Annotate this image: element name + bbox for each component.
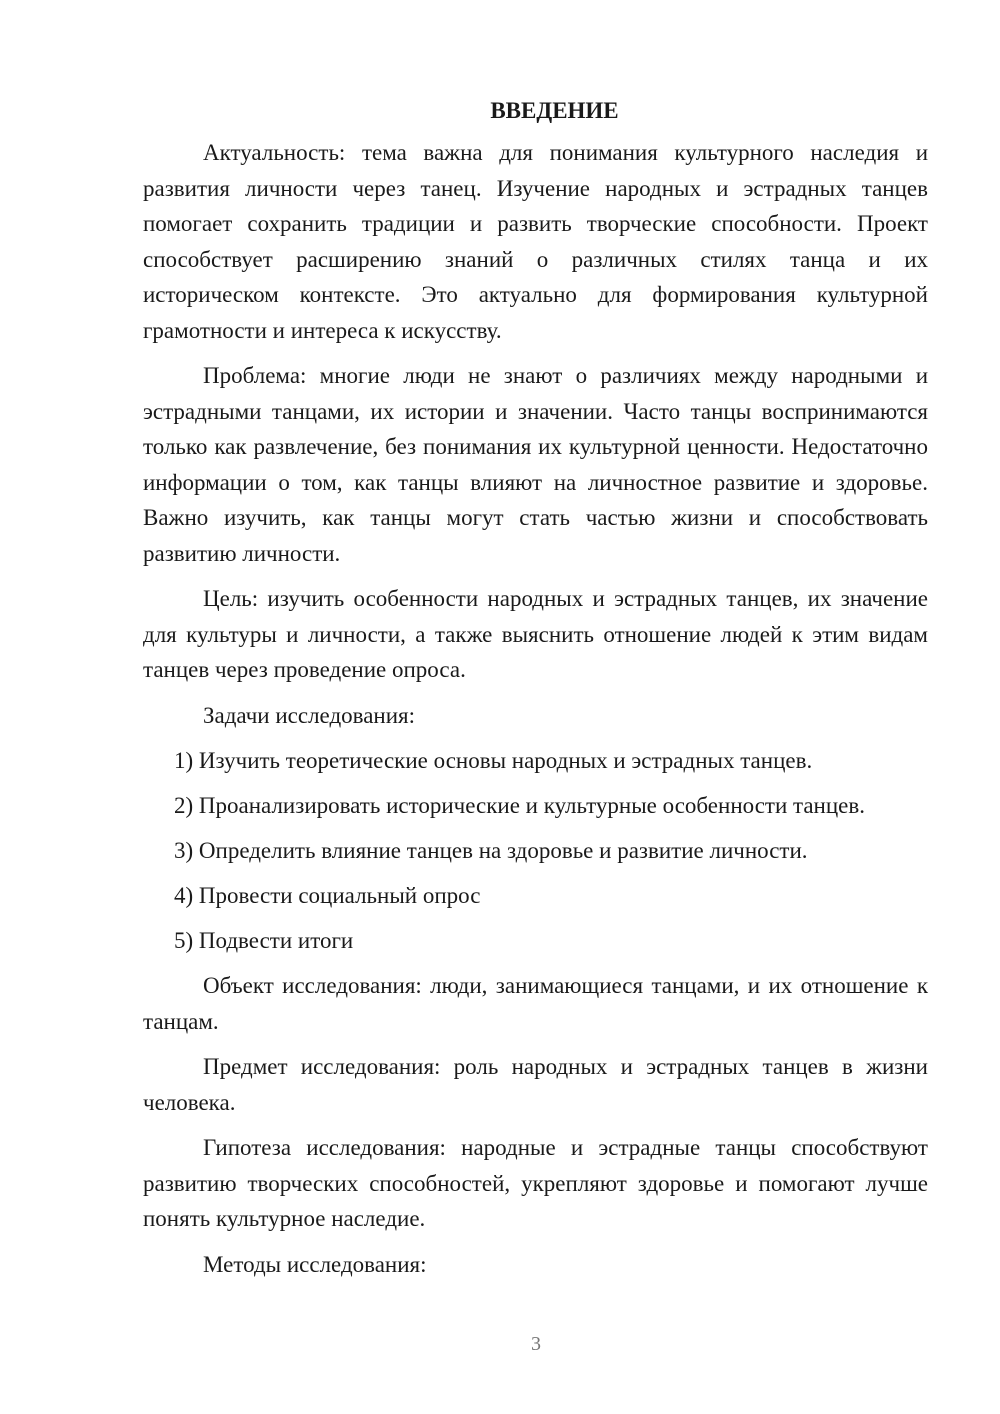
tasks-heading: Задачи исследования: <box>203 702 416 728</box>
hypothesis-paragraph: Гипотеза исследования: народные и эстрадные танцы способствуют развитию творческих способностей, укрепляют здоровье и помогают лучше понять культурное наследие. <box>143 1135 928 1231</box>
relevance-paragraph: Актуальность: тема важна для понимания культурного наследия и развития личности через танец. Изучение народных и эстрадных танцев помогает сохранить традиции и развить творческие способности. Проект способствует расширению знаний о различных стилях танца и их историческом контексте. Это актуально для формирования культурной грамотности и интереса к искусству. <box>143 140 928 343</box>
methods-heading: Методы исследования: <box>203 1251 427 1277</box>
tasks-list <box>143 743 928 959</box>
page-title: ВВЕДЕНИЕ <box>490 98 619 123</box>
goal-paragraph: Цель: изучить особенности народных и эстрадных танцев, их значение для культуры и личности, а также выяснить отношение людей к этим видам танцев через проведение опроса. <box>143 586 928 682</box>
object-paragraph: Объект исследования: люди, занимающиеся танцами, и их отношение к танцам. <box>143 973 928 1034</box>
subject-paragraph: Предмет исследования: роль народных и эстрадных танцев в жизни человека. <box>143 1054 928 1115</box>
list-item: 1) Изучить теоретические основы народных и эстрадных танцев. <box>174 748 813 773</box>
list-item: 5) Подвести итоги <box>174 928 354 953</box>
problem-paragraph: Проблема: многие люди не знают о различиях между народными и эстрадными танцами, их истории и значении. Часто танцы воспринимаются только как развлечение, без понимания их культурной ценности. Недостаточно информации о том, как танцы влияют на личностное развитие и здоровье. Важно изучить, как танцы могут стать частью жизни и способствовать развитию личности. <box>143 363 928 566</box>
list-item: 3) Определить влияние танцев на здоровье и развитие личности. <box>174 838 808 863</box>
list-item: 4) Провести социальный опрос <box>174 883 481 908</box>
list-item: 2) Проанализировать исторические и культурные особенности танцев. <box>174 793 865 818</box>
page-number: 3 <box>531 1333 541 1355</box>
